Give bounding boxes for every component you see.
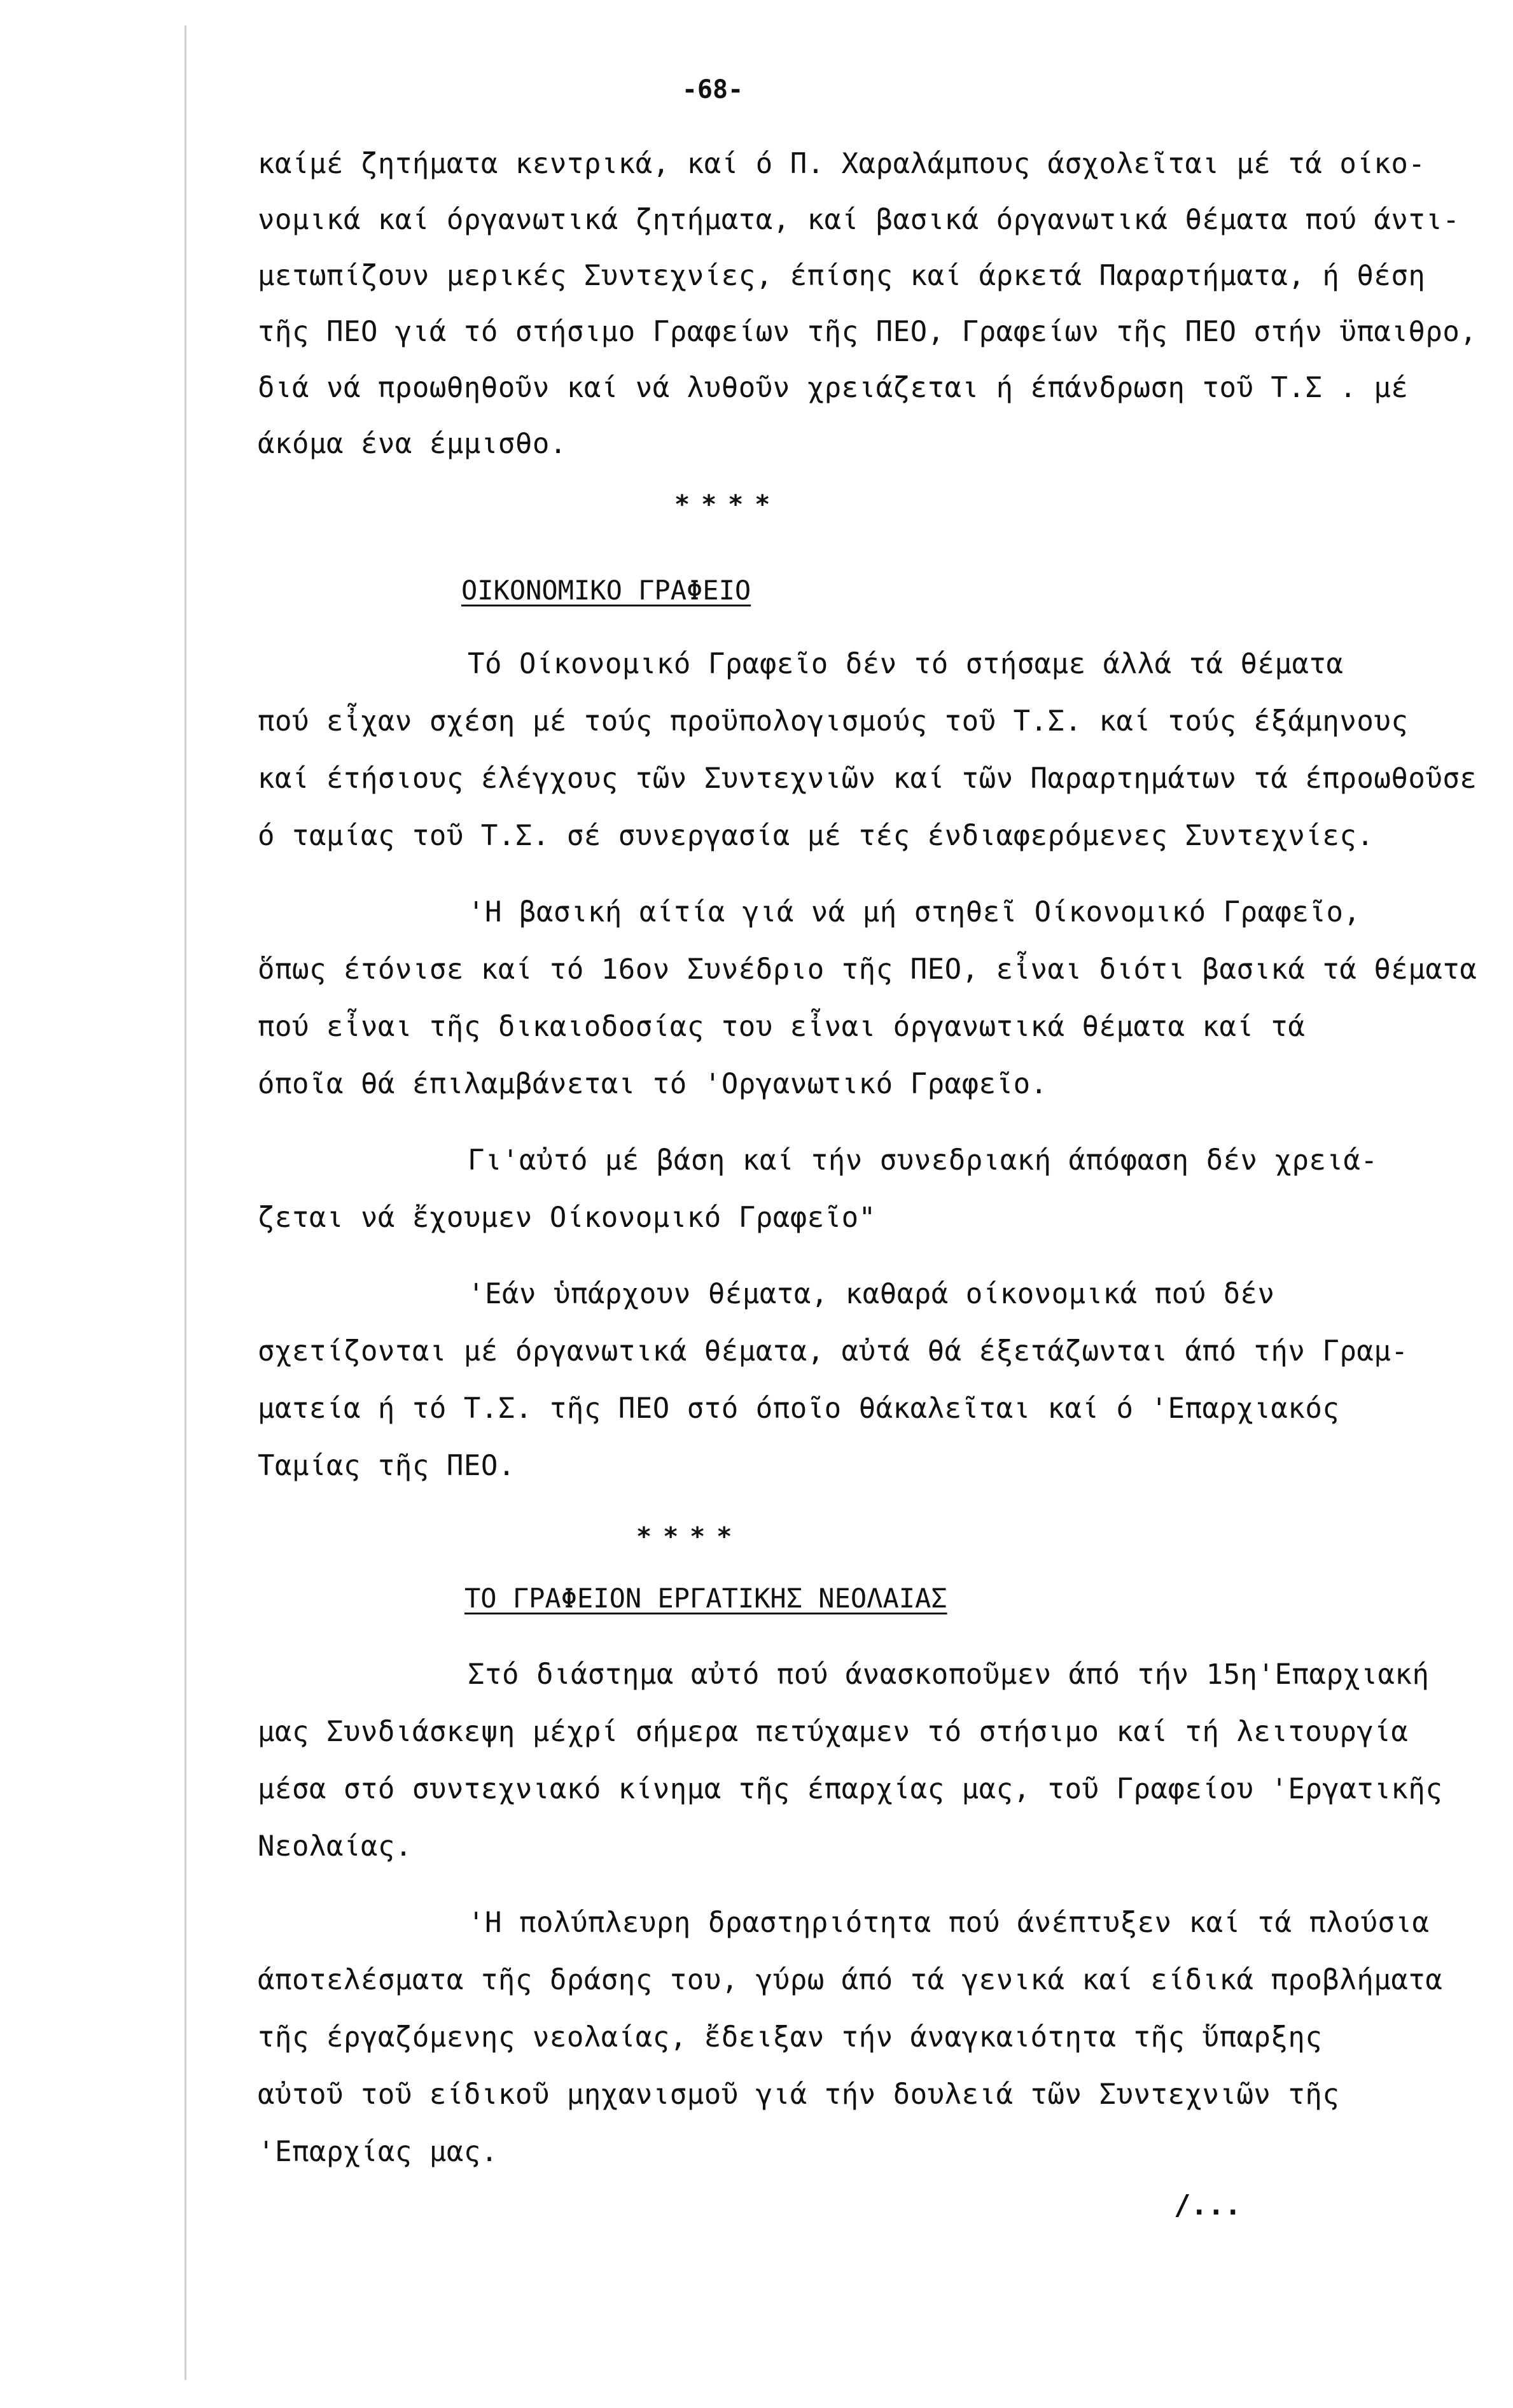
text-line: Γι'αὐτό μέ βάση καί τήν συνεδριακή άπόφαση δέν χρειά- <box>468 1144 1378 1177</box>
text-line: ὅπως έτόνισε καί τό 16ον Συνέδριο τῆς ΠΕΟ, εἶναι διότι βασικά τά θέματα <box>258 953 1477 986</box>
text-line: πού εἶναι τῆς δικαιοδοσίας του εἶναι όργανωτικά θέματα καί τά <box>258 1011 1306 1043</box>
text-line: σχετίζονται μέ όργανωτικά θέματα, αὐτά θά έξετάζωνται άπό τήν Γραμ- <box>258 1335 1409 1368</box>
text-line: πού εἶχαν σχέση μέ τούς προϋπολογισμούς τοῦ Τ.Σ. καί τούς έξάμηνους <box>258 705 1409 738</box>
section-heading-economic-office: ΟΙΚΟΝΟΜΙΚΟ ΓΡΑΦΕΙΟ <box>461 575 751 606</box>
text-line: Νεολαίας. <box>258 1830 412 1863</box>
text-line: άποτελέσματα τῆς δράσης του, γύρω άπό τά γενικά καί είδικά προβλήματα <box>258 1964 1443 1996</box>
section-separator: **** <box>674 490 782 519</box>
text-line: μας Συνδιάσκεψη μέχρί σήμερα πετύχαμεν τό στήσιμο καί τή λειτουργία <box>258 1716 1409 1748</box>
text-line: μέσα στό συντεχνιακό κίνημα τῆς έπαρχίας μας, τοῦ Γραφείου 'Εργατικῆς <box>258 1773 1443 1805</box>
text-line: Στό διάστημα αὐτό πού άνασκοποῦμεν άπό τήν 15η'Επαρχιακή <box>468 1658 1430 1691</box>
text-line: μετωπίζουν μερικές Συντεχνίες, έπίσης καί άρκετά Παραρτήματα, ή θέση <box>258 260 1426 292</box>
text-line: 'Επαρχίας μας. <box>258 2136 498 2168</box>
text-line: 'Η βασική αίτία γιά νά μή στηθεῖ Οίκονομικό Γραφεῖο, <box>468 896 1361 928</box>
text-line: όποῖα θά έπιλαμβάνεται τό 'Οργανωτικό Γραφεῖο. <box>258 1068 1048 1100</box>
text-line: άκόμα ένα έμμισθο. <box>258 428 567 460</box>
text-line: 'Εάν ὑπάρχουν θέματα, καθαρά οίκονομικά πού δέν <box>468 1278 1275 1310</box>
text-line: Ταμίας τῆς ΠΕΟ. <box>258 1450 515 1482</box>
section-heading-youth-office: ΤΟ ΓΡΑΦΕΙΟΝ ΕΡΓΑΤΙΚΗΣ ΝΕΟΛΑΙΑΣ <box>464 1583 947 1614</box>
left-margin-rule <box>185 25 186 2380</box>
text-line: ματεία ή τό Τ.Σ. τῆς ΠΕΟ στό όποῖο θάκαλεῖται καί ό 'Επαρχιακός <box>258 1392 1340 1425</box>
continuation-mark: /... <box>1174 2189 1241 2222</box>
text-line: καίμέ ζητήματα κεντρικά, καί ό Π. Χαραλάμπους άσχολεῖται μέ τά οίκο- <box>258 148 1426 180</box>
text-line: 'Η πολύπλευρη δραστηριότητα πού άνέπτυξεν καί τά πλούσια <box>468 1907 1430 1939</box>
text-line: ζεται νά ἔχουμεν Οίκονομικό Γραφεῖο" <box>258 1201 876 1234</box>
page-number: -68- <box>681 75 744 104</box>
text-line: τῆς έργαζόμενης νεολαίας, ἔδειξαν τήν άναγκαιότητα τῆς ὕπαρξης <box>258 2021 1323 2054</box>
text-line: τῆς ΠΕΟ γιά τό στήσιμο Γραφείων τῆς ΠΕΟ, Γραφείων τῆς ΠΕΟ στήν ϋπαιθρο, <box>258 316 1477 348</box>
text-line: ό ταμίας τοῦ Τ.Σ. σέ συνεργασία μέ τές ένδιαφερόμενες Συντεχνίες. <box>258 820 1374 852</box>
text-line: Τό Οίκονομικό Γραφεῖο δέν τό στήσαμε άλλά τά θέματα <box>468 648 1344 680</box>
text-line: νομικά καί όργανωτικά ζητήματα, καί βασικά όργανωτικά θέματα πού άντι- <box>258 204 1460 236</box>
text-line: αὐτοῦ τοῦ είδικοῦ μηχανισμοῦ γιά τήν δουλειά τῶν Συντεχνιῶν τῆς <box>258 2078 1340 2111</box>
section-separator: **** <box>636 1522 744 1551</box>
text-line: διά νά προωθηθοῦν καί νά λυθοῦν χρειάζεται ή έπάνδρωση τοῦ Τ.Σ . μέ <box>258 372 1409 404</box>
text-line: καί έτήσιους έλέγχους τῶν Συντεχνιῶν καί τῶν Παραρτημάτων τά έπροωθοῦσε <box>258 762 1477 795</box>
